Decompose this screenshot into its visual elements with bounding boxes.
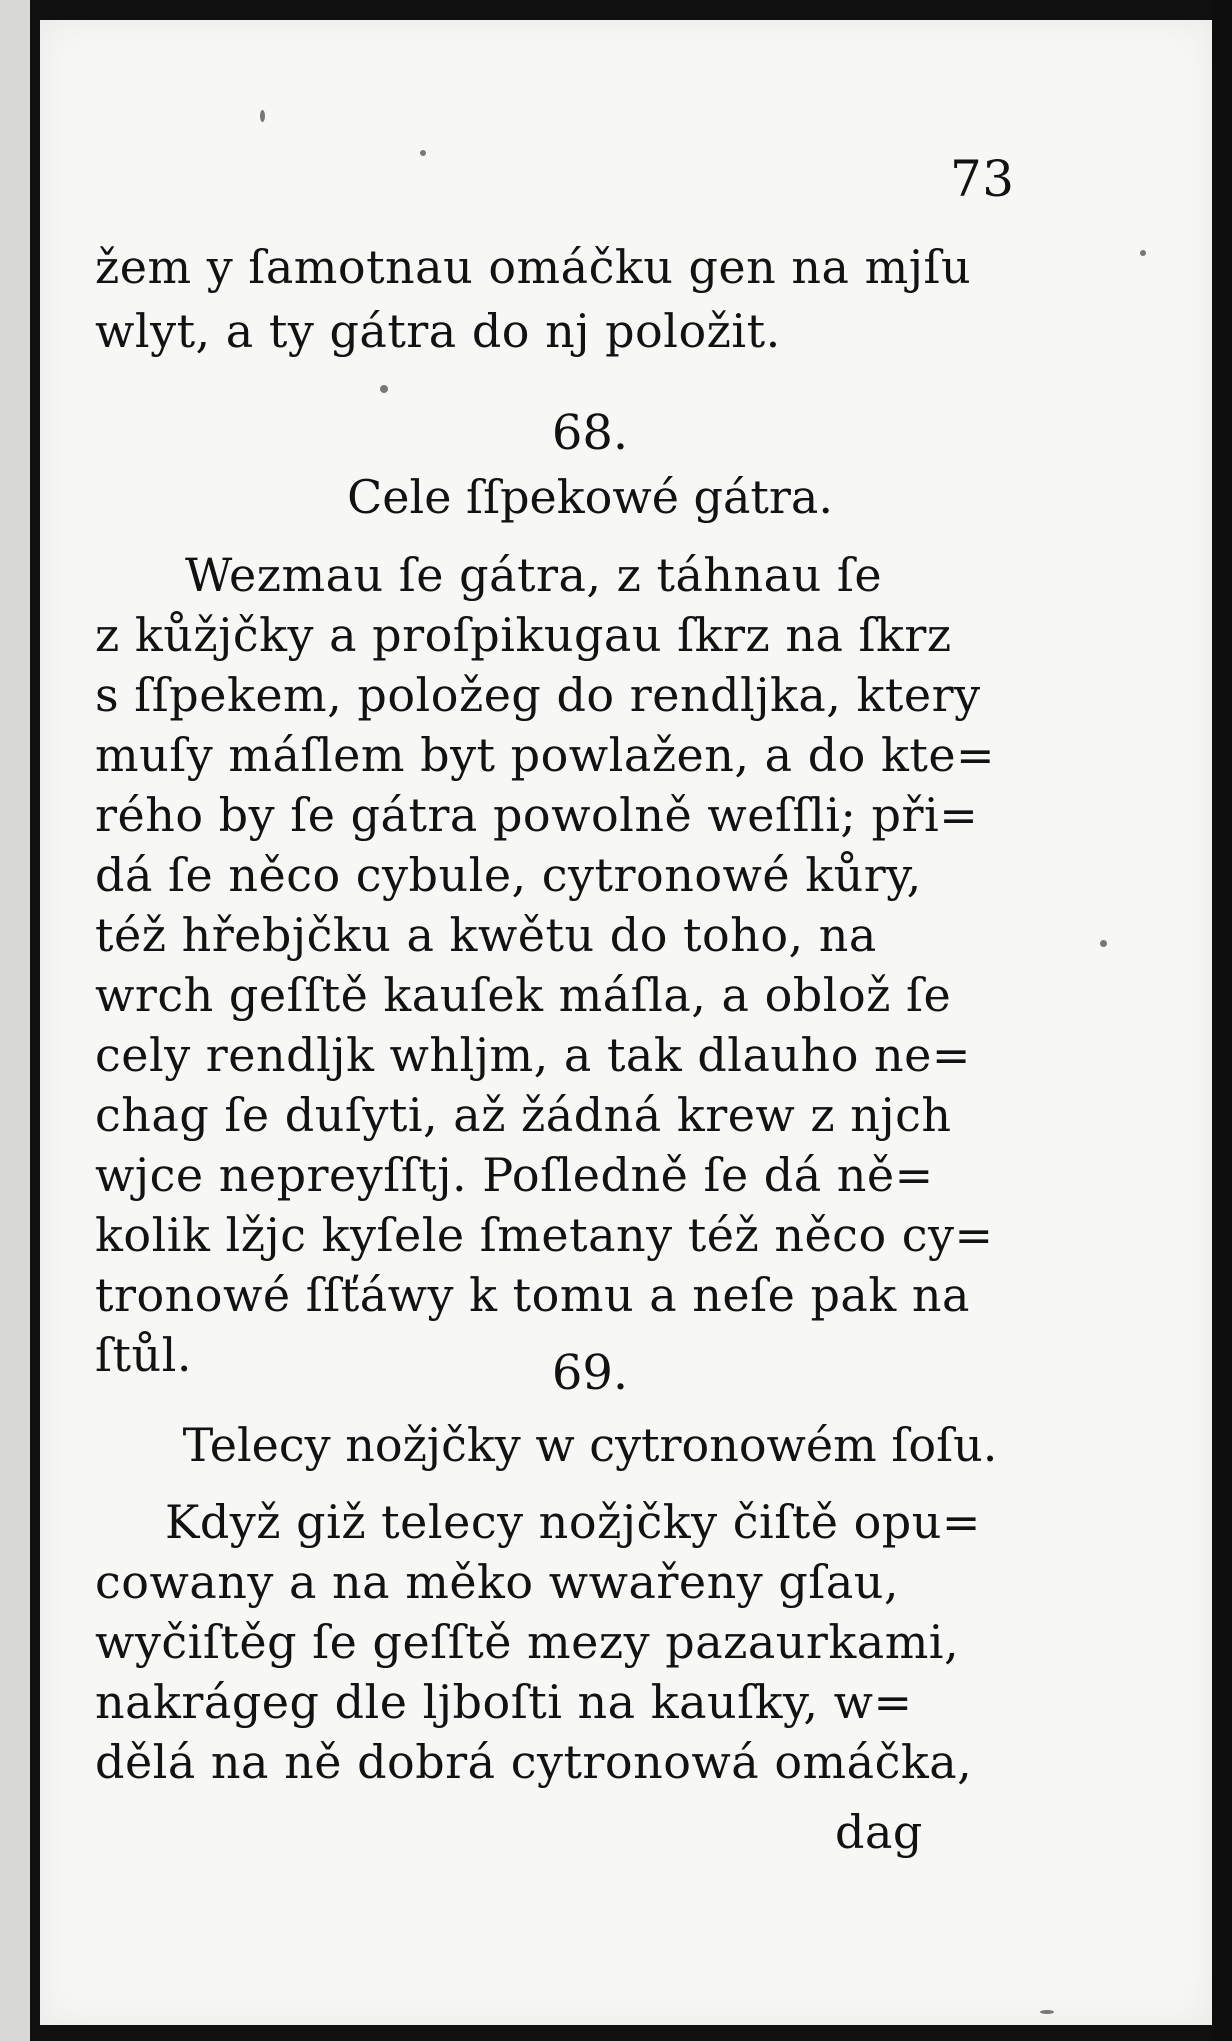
paper-speck bbox=[260, 110, 265, 122]
recipe-69-number: 69. bbox=[551, 1345, 629, 1401]
recipe-68-line: s ſſpekem, položeg do rendljka, ktery bbox=[95, 668, 981, 722]
recipe-68-line: rého by ſe gátra powolně weſſli; při= bbox=[95, 788, 979, 842]
recipe-69-line: nakrágeg dle ljboſti na kauſky, w= bbox=[95, 1675, 913, 1729]
recipe-68-line: ſtůl. bbox=[95, 1328, 192, 1382]
page-number: 73 bbox=[950, 150, 1015, 208]
recipe-68-line: wjce nepreyſſtj. Poſledně ſe dá ně= bbox=[95, 1148, 934, 1202]
recipe-68-line: kolik lžjc kyſele ſmetany též něco cy= bbox=[95, 1208, 994, 1262]
recipe-68-title: Cele ſſpekowé gátra. bbox=[347, 470, 833, 524]
intro-line: wlyt, a ty gátra do nj položit. bbox=[95, 304, 781, 358]
recipe-68-line: z kůžjčky a proſpikugau ſkrz na ſkrz bbox=[95, 608, 952, 662]
paper-speck bbox=[420, 150, 426, 156]
recipe-68-line: cely rendljk whljm, a tak dlauho ne= bbox=[95, 1028, 971, 1082]
recipe-68-number: 68. bbox=[551, 405, 629, 461]
recipe-69-line: Když giž telecy nožjčky čiſtě opu= bbox=[165, 1495, 981, 1549]
recipe-69-title: Telecy nožjčky w cytronowém ſoſu. bbox=[182, 1418, 998, 1472]
recipe-68-line: wrch geſſtě kauſek máſla, a oblož ſe bbox=[95, 968, 952, 1022]
facing-page-edge bbox=[0, 0, 40, 2041]
paper-speck bbox=[1040, 2010, 1054, 2014]
recipe-68-line: Wezmau ſe gátra, z táhnau ſe bbox=[185, 548, 883, 602]
recipe-69-line: dělá na ně dobrá cytronowá omáčka, bbox=[95, 1735, 973, 1789]
paper-speck bbox=[380, 385, 388, 393]
intro-line: žem y ſamotnau omáčku gen na mjſu bbox=[95, 240, 972, 294]
recipe-68-line: tronowé ſſťáwy k tomu a neſe pak na bbox=[95, 1268, 970, 1322]
recipe-69-line: cowany a na měko wwařeny gſau, bbox=[95, 1555, 900, 1609]
recipe-68-line: též hřebjčku a kwětu do toho, na bbox=[95, 908, 877, 962]
paper-speck bbox=[1140, 250, 1146, 256]
recipe-68-line: muſy máſlem byt powlažen, a do kte= bbox=[95, 728, 996, 782]
recipe-68-line: dá ſe něco cybule, cytronowé kůry, bbox=[95, 848, 922, 902]
paper-speck bbox=[1100, 940, 1107, 947]
scan-border bbox=[1212, 0, 1232, 2041]
recipe-69-line: wyčiſtěg ſe geſſtě mezy pazaurkami, bbox=[95, 1615, 960, 1669]
recipe-68-line: chag ſe duſyti, až žádná krew z njch bbox=[95, 1088, 952, 1142]
catchword: dag bbox=[835, 1805, 923, 1859]
